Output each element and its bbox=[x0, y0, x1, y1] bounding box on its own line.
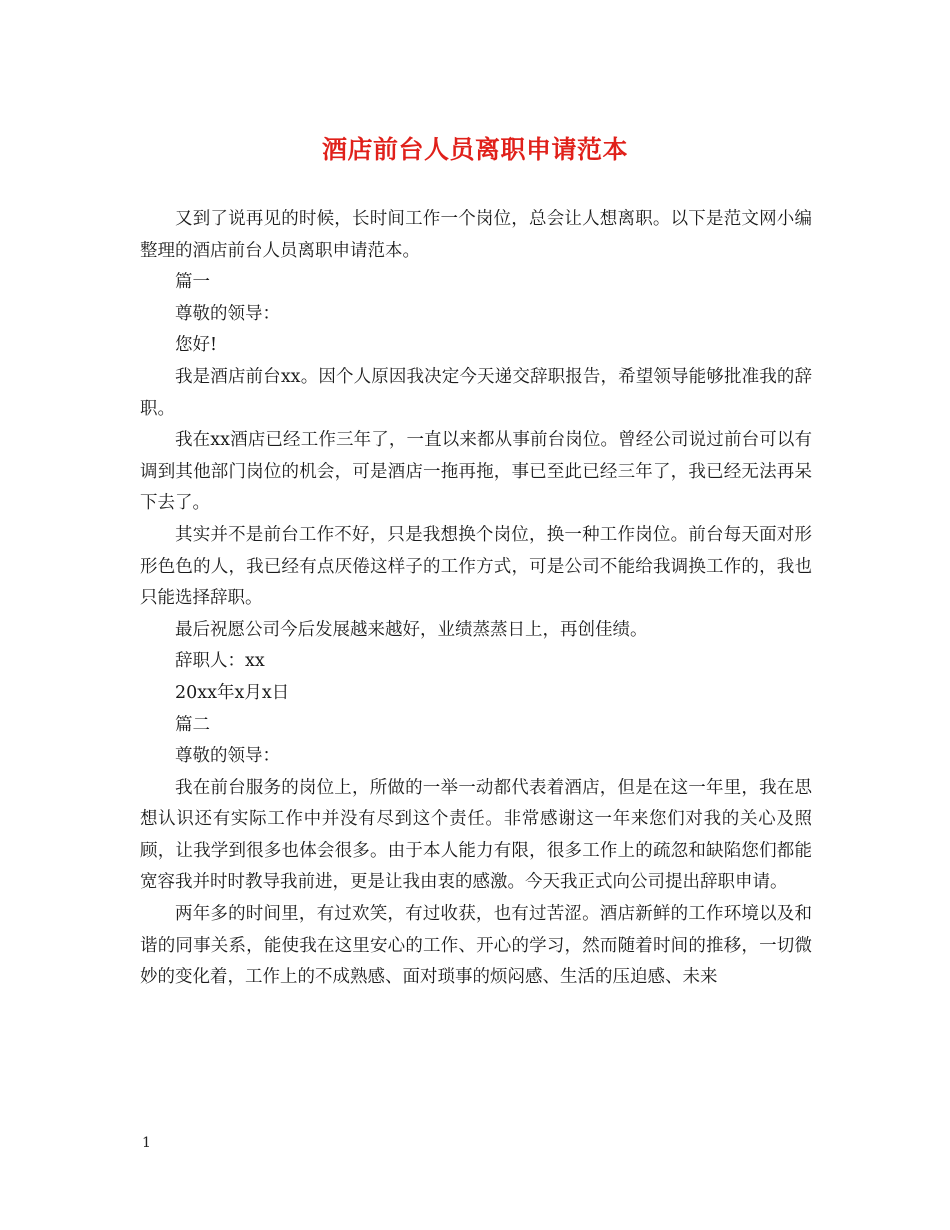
paragraph: 我在xx酒店已经工作三年了，一直以来都从事前台岗位。曾经公司说过前台可以有调到其他部门岗位的机会，可是酒店一拖再拖，事已至此已经三年了，我已经无法再呆下去了。 bbox=[140, 430, 812, 514]
salutation-2: 尊敬的领导： bbox=[175, 746, 280, 767]
paragraph: 最后祝愿公司今后发展越来越好，业绩蒸蒸日上，再创佳绩。 bbox=[175, 619, 648, 640]
date-1: 20xx年x月x日 bbox=[175, 682, 290, 703]
salutation-1: 尊敬的领导： bbox=[175, 303, 280, 324]
paragraph: 我在前台服务的岗位上，所做的一举一动都代表着酒店，但是在这一年里，我在思想认识还有实际工作中并没有尽到这个责任。非常感谢这一年来您们对我的关心及照顾，让我学到很多也体会很多。由于本人能力有限，很多工作上的疏忽和缺陷您们都能宽容我并时时教导我前进，更是让我由衷的感激。今天我正式向公司提出辞职申请。 bbox=[140, 777, 812, 893]
document-body bbox=[140, 204, 812, 994]
section-heading-1: 篇一 bbox=[175, 272, 210, 293]
page-number: 1 bbox=[142, 1135, 151, 1151]
signature-1: 辞职人：xx bbox=[175, 651, 265, 672]
greeting-1: 您好! bbox=[175, 335, 218, 356]
paragraph-intro: 又到了说再见的时候，长时间工作一个岗位，总会让人想离职。以下是范文网小编整理的酒店前台人员离职申请范本。 bbox=[140, 209, 812, 261]
paragraph: 我是酒店前台xx。因个人原因我决定今天递交辞职报告，希望领导能够批准我的辞职。 bbox=[140, 366, 812, 419]
paragraph: 两年多的时间里，有过欢笑，有过收获，也有过苦涩。酒店新鲜的工作环境以及和谐的同事关系，能使我在这里安心的工作、开心的学习，然而随着时间的推移，一切微妙的变化着，工作上的不成熟感、面对琐事的烦闷感、生活的压迫感、未来 bbox=[140, 904, 812, 988]
section-heading-2: 篇二 bbox=[175, 714, 210, 735]
paragraph: 其实并不是前台工作不好，只是我想换个岗位，换一种工作岗位。前台每天面对形形色色的人，我已经有点厌倦这样子的工作方式，可是公司不能给我调换工作的，我也只能选择辞职。 bbox=[140, 524, 812, 609]
document-title: 酒店前台人员离职申请范本 bbox=[321, 135, 628, 164]
